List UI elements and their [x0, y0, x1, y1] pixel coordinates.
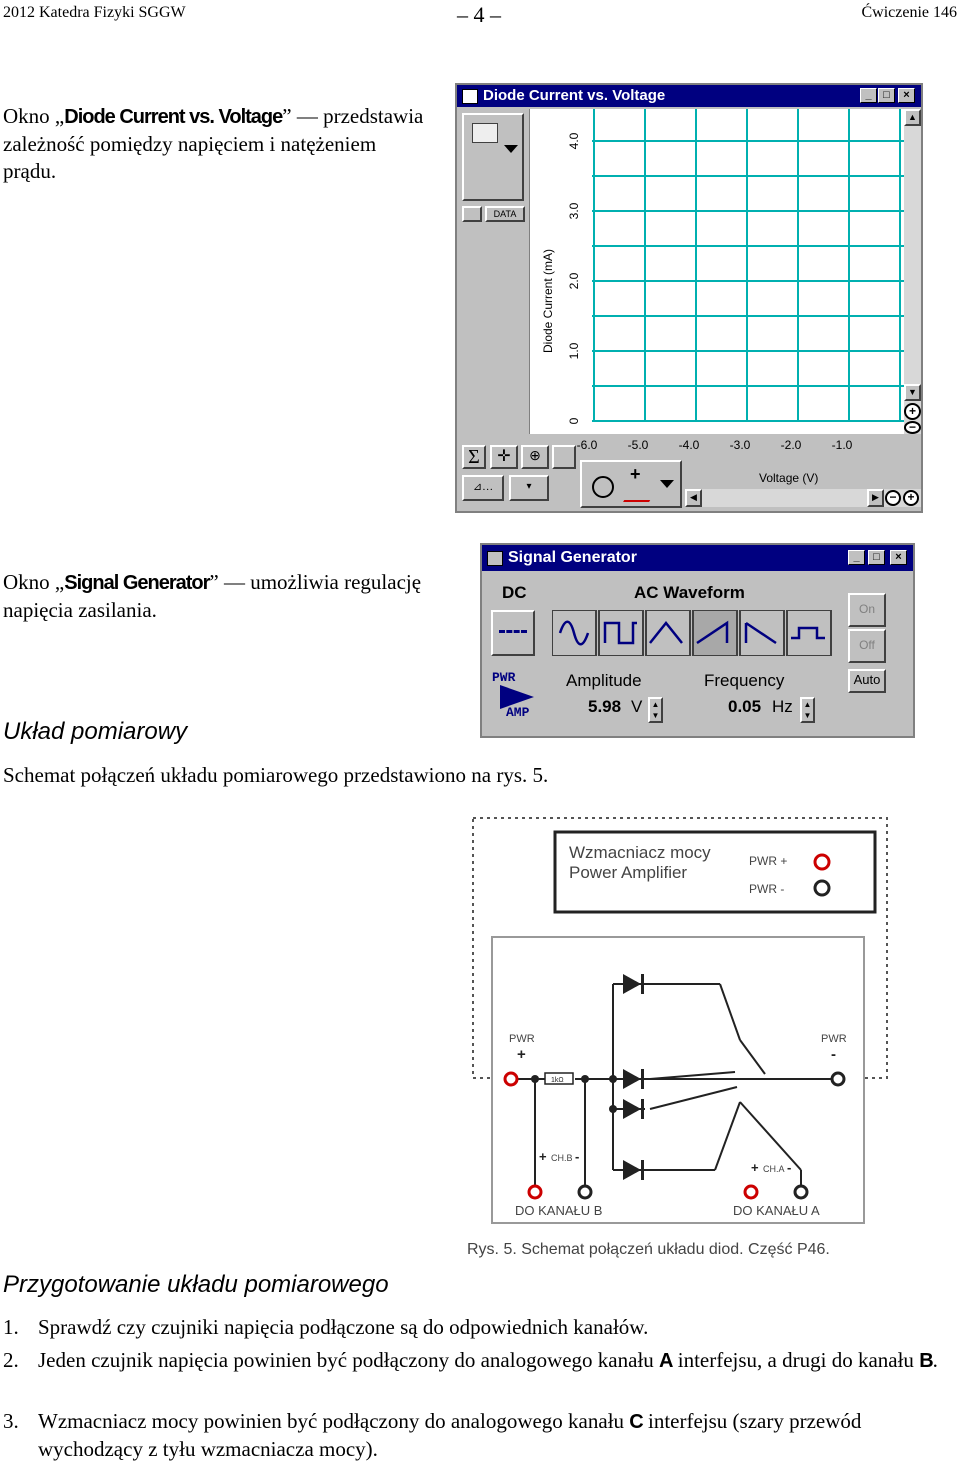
step-2: 2. Jeden czujnik napięcia powinien być podłączony do analogowego kanału A interfejsu, a drugi do kanału B.	[3, 1348, 938, 1372]
pwr-plus-label: PWR +	[749, 854, 788, 868]
amp-label: AMP	[506, 705, 530, 720]
zoom-icon[interactable]: ⊕	[521, 445, 549, 469]
resistor-label: 1kΩ	[551, 1077, 564, 1084]
chevron-down-icon	[504, 145, 518, 153]
minimize-button[interactable]: _	[860, 88, 877, 103]
maximize-button[interactable]: □	[878, 88, 895, 103]
sigma-icon[interactable]: Σ	[462, 445, 486, 469]
ramp-up-wave-button[interactable]	[693, 610, 737, 656]
xy-icon[interactable]: ✛	[490, 445, 518, 469]
pwr-left-label: PWR	[509, 1033, 535, 1045]
amp-label-en: Power Amplifier	[569, 863, 688, 882]
y-tick-label: 1.0	[567, 342, 581, 360]
header-right: Ćwiczenie 146	[861, 4, 957, 21]
intro-diode-graph: Okno „Diode Current vs. Voltage” — przedstawia zależność pomiędzy napięciem i natężeniem prądu.	[3, 104, 424, 183]
amplitude-label: Amplitude	[566, 671, 642, 690]
on-button[interactable]: On	[848, 593, 886, 627]
to-channel-b: DO KANAŁU B	[515, 1203, 603, 1218]
cha-label: CH.A	[763, 1164, 785, 1174]
x-tick-label: -1.0	[831, 438, 853, 452]
frequency-value[interactable]: 0.05	[728, 697, 762, 716]
vertical-scrollbar[interactable]	[904, 109, 921, 434]
axis-settings-icon[interactable]: ⊿…	[462, 475, 504, 501]
x-axis-ticks	[529, 435, 904, 455]
section-title-measurement-setup: Układ pomiarowy	[3, 718, 188, 745]
horizontal-scrollbar[interactable]	[685, 489, 921, 507]
x-axis-label: Voltage (V)	[759, 471, 819, 485]
schematic-figure	[465, 812, 895, 1267]
dc-button[interactable]	[491, 610, 535, 656]
amplitude-unit: V	[631, 697, 643, 716]
x-tick-label: -4.0	[678, 438, 700, 452]
scroll-left-button[interactable]: ◀	[685, 489, 702, 507]
diode-current-plot[interactable]	[530, 109, 905, 434]
to-channel-a: DO KANAŁU A	[733, 1203, 820, 1218]
cha-plus: +	[751, 1160, 759, 1175]
x-tick-label: -3.0	[729, 438, 751, 452]
step-1: 1. Sprawdź czy czujniki napięcia podłączone są do odpowiednich kanałów.	[3, 1315, 649, 1339]
data-button[interactable]: DATA	[485, 206, 525, 222]
input-connector-panel[interactable]	[580, 460, 682, 508]
y-tick-label: 3.0	[567, 202, 581, 220]
pwr-label: PWR	[492, 670, 516, 685]
chevron-down-icon	[660, 480, 674, 488]
pulse-wave-button[interactable]	[787, 610, 831, 656]
y-axis-label: Diode Current (mA)	[541, 248, 555, 354]
figure-caption: Rys. 5. Schemat połączeń układu diod. Część P46.	[467, 1241, 830, 1258]
section-text-schematic: Schemat połączeń układu pomiarowego przedstawiono na rys. 5.	[3, 763, 549, 787]
graph-settings-button[interactable]	[462, 113, 524, 201]
statistics-icon[interactable]: ▾	[509, 475, 549, 501]
amp-label-pl: Wzmacniacz mocy	[569, 843, 711, 862]
signal-window-title: Signal Generator	[508, 549, 637, 566]
minus-label: -	[831, 1046, 836, 1063]
plus-label: +	[517, 1046, 526, 1063]
off-button[interactable]: Off	[848, 629, 886, 663]
x-tick-label: -2.0	[780, 438, 802, 452]
intro-signal-generator: Okno „Signal Generator” — umożliwia regulację napięcia zasilania.	[3, 570, 422, 622]
amplitude-value[interactable]: 5.98	[588, 697, 622, 716]
frequency-unit: Hz	[772, 697, 793, 716]
legend-icon[interactable]	[462, 206, 482, 222]
graph-window-icon	[462, 89, 478, 104]
x-tick-label: -6.0	[576, 438, 598, 452]
maximize-button[interactable]: □	[868, 550, 885, 565]
section-title-preparation: Przygotowanie układu pomiarowego	[3, 1271, 389, 1298]
page-number: – 4 –	[457, 2, 501, 27]
scroll-up-button[interactable]: ▲	[904, 109, 921, 126]
graph-titlebar[interactable]	[457, 85, 921, 107]
minimize-button[interactable]: _	[848, 550, 865, 565]
signal-window-icon	[487, 551, 503, 566]
table-icon	[472, 123, 498, 143]
amplitude-stepper[interactable]: ▲ ▼	[648, 697, 663, 723]
amplifier-icon	[500, 685, 534, 709]
y-tick-label: 4.0	[567, 132, 581, 150]
plot-area[interactable]	[529, 109, 905, 434]
step-3: 3. Wzmacniacz mocy powinien być podłączony do analogowego kanału C interfejsu (szary przewód wychodzący z tyłu wzmacniacza mocy).	[3, 1409, 862, 1461]
chb-minus: -	[575, 1149, 580, 1164]
cha-minus: -	[787, 1160, 792, 1175]
auto-button[interactable]: Auto	[848, 669, 886, 693]
y-tick-label: 2.0	[567, 272, 581, 290]
y-tick-label: 0	[567, 417, 581, 425]
zoom-out-y-icon[interactable]: −	[904, 421, 921, 434]
frequency-stepper[interactable]: ▲ ▼	[800, 697, 815, 723]
zoom-in-y-icon[interactable]: +	[904, 403, 921, 420]
frequency-label: Frequency	[704, 671, 785, 690]
connector-icon	[592, 476, 614, 498]
chb-label: CH.B	[551, 1153, 573, 1163]
signal-generator-window[interactable]	[480, 543, 915, 738]
chb-plus: +	[539, 1149, 547, 1164]
ac-waveform-label: AC Waveform	[634, 583, 745, 602]
plus-icon: +	[630, 464, 641, 484]
waveform-buttons[interactable]	[552, 610, 834, 656]
triangle-wave-button[interactable]	[646, 610, 690, 656]
zoom-out-x-icon[interactable]: −	[885, 490, 901, 506]
pwr-right-label: PWR	[821, 1033, 847, 1045]
signal-titlebar[interactable]	[482, 545, 913, 571]
dc-label: DC	[502, 583, 527, 602]
scroll-right-button[interactable]: ▶	[867, 489, 884, 507]
x-tick-label: -5.0	[627, 438, 649, 452]
close-button[interactable]: ×	[898, 88, 915, 103]
zoom-in-x-icon[interactable]: +	[903, 490, 919, 506]
scroll-down-button[interactable]: ▼	[904, 384, 921, 401]
graph-window-title: Diode Current vs. Voltage	[483, 87, 666, 104]
diode-graph-window[interactable]	[455, 83, 923, 513]
close-button[interactable]: ×	[890, 550, 907, 565]
header-left: 2012 Katedra Fizyki SGGW	[3, 4, 186, 21]
pwr-minus-label: PWR -	[749, 882, 785, 896]
